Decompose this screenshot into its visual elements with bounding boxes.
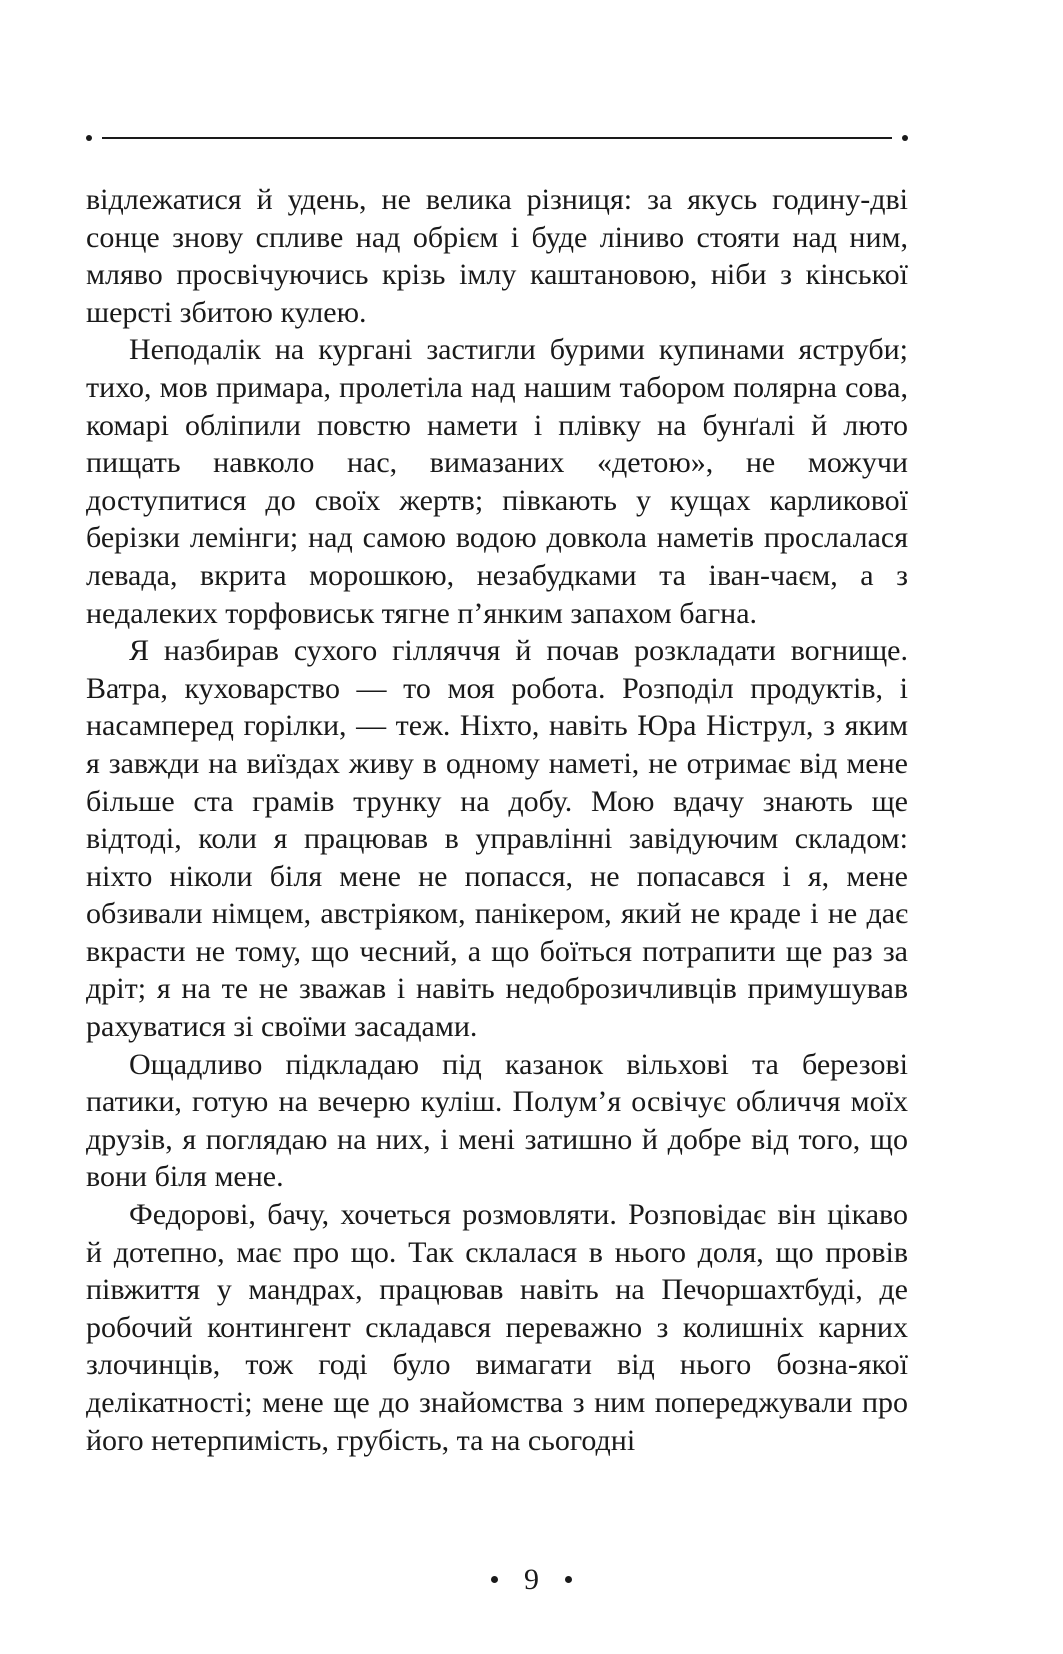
- header-rule-right-dot: [902, 135, 908, 141]
- paragraph: Федорові, бачу, хочеться розмовляти. Розповідає він цікаво й дотепно, має про що. Так склалася в нього доля, що провів півжиття у мандрах, працював навіть на Печоршахтбуді, де робочий контингент складався переважно з колишніх карних злочинців, тож годі було вимагати від нього бозна-якої делікатності; мене ще до знайомства з ним попереджували про його нетерпимість, грубість, та на сьогодні: [86, 1198, 908, 1457]
- folio-right-bullet: [565, 1576, 572, 1583]
- body-text: [86, 181, 908, 1459]
- paragraph-continuation: відлежатися й удень, не велика різниця: за якусь годину-дві сонце знову спливе над обрієм і буде ліниво стояти над ним, мляво просвічуючись крізь імлу каштановою, ніби з кінської шерсті збитою кулею.: [86, 183, 908, 329]
- page-footer: [0, 1562, 1063, 1598]
- header-rule: [86, 135, 908, 145]
- paragraph: Неподалік на кургані застигли бурими купинами яструби; тихо, мов примара, пролетіла над нашим табором полярна сова, комарі обліпили повстю намети і плівку на бунґалі й люто пищать навколо нас, вимазаних «детою», не можучи доступитися до своїх жертв; півкають у кущах карликової берізки лемінги; над самою водою довкола наметів прослалася левада, вкрита морошкою, незабудками та іван-чаєм, а з недалеких торфовиськ тягне п’янким запахом багна.: [86, 333, 908, 630]
- paragraph: Ощадливо підкладаю під казанок вільхові та березові патики, готую на вечерю куліш. Полум’я освічує обличчя моїх друзів, я поглядаю на них, і мені затишно й добре від того, що вони біля мене.: [86, 1047, 908, 1194]
- page-number: 9: [524, 1563, 539, 1596]
- header-rule-left-dot: [86, 135, 92, 141]
- paragraph: Я назбирав сухого гілляччя й почав розкладати вогнище. Ватра, куховарство — то моя робота. Розподіл продуктів, і насамперед горілки, — теж. Ніхто, навіть Юра Ніструл, з яким я завжди на виїздах живу в одному наметі, не отримає від мене більше ста грамів трунку на добу. Мою вдачу знають ще відтоді, коли я працював в управлінні завідуючим складом: ніхто ніколи біля мене не попасся, не попасався і я, мене обзивали німцем, австріяком, панікером, який не краде і не дає вкрасти не тому, що чесний, а що боїться потрапити ще раз за дріт; я на те не зважав і навіть недоброзичливців примушував рахуватися зі своїми засадами.: [86, 634, 908, 1044]
- folio-left-bullet: [491, 1576, 498, 1583]
- header-rule-line: [102, 137, 892, 139]
